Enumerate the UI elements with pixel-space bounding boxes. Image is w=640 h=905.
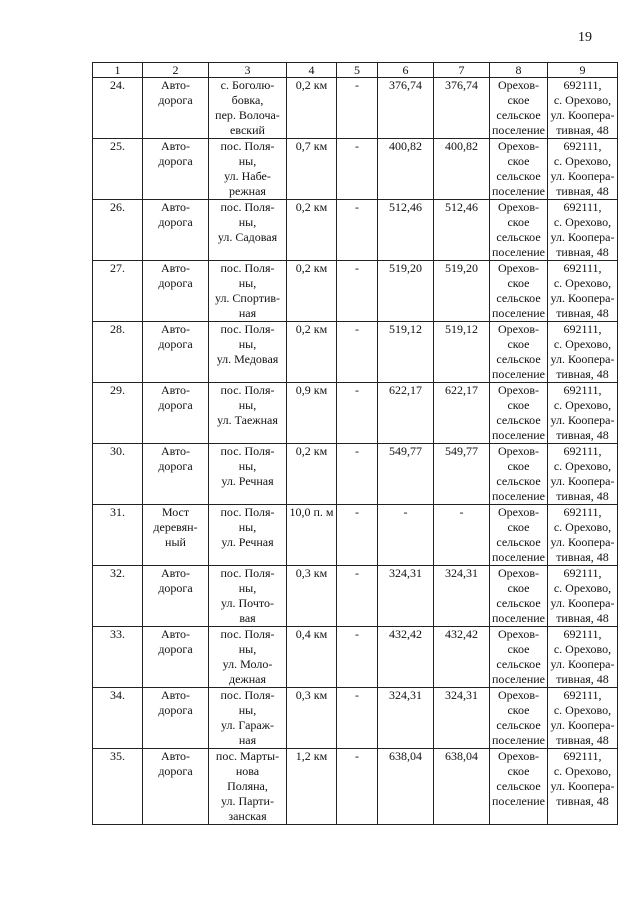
cell-col-7: 519,20 [434, 261, 490, 322]
cell-col-6: 519,20 [378, 261, 434, 322]
table-row [93, 749, 618, 825]
cell-owner-address-line: тивная, 48 [556, 489, 609, 503]
cell-owner-address-line: с. Орехово, [553, 581, 612, 595]
cell-col-6: - [378, 505, 434, 566]
cell-owner-line: поселение [491, 611, 545, 625]
cell-address-line: пос. Поля- [220, 505, 275, 519]
cell-address [209, 322, 287, 383]
cell-address-line: ул. Моло- [222, 657, 273, 671]
cell-row-number: 25. [93, 139, 143, 200]
cell-object-type-line: дорога [158, 337, 193, 351]
cell-col-7: 512,46 [434, 200, 490, 261]
cell-address-line: ул. Гараж- [220, 718, 275, 732]
cell-owner-address-line: с. Орехово, [553, 642, 612, 656]
cell-col-6: 638,04 [378, 749, 434, 825]
cell-col-6: 519,12 [378, 322, 434, 383]
cell-col-7: 549,77 [434, 444, 490, 505]
cell-owner-line: ское [507, 337, 530, 351]
cell-col-5: - [337, 322, 378, 383]
cell-object-type [143, 322, 209, 383]
header-col-8: 8 [490, 63, 548, 78]
cell-owner-line: сельское [496, 596, 541, 610]
cell-address-line: ул. Садовая [217, 230, 278, 244]
header-col-2: 2 [143, 63, 209, 78]
cell-owner-address-line: с. Орехово, [553, 337, 612, 351]
cell-owner-line: поселение [491, 489, 545, 503]
cell-object-type-line: дорога [158, 764, 193, 778]
cell-owner-line: ское [507, 520, 530, 534]
table-row [93, 627, 618, 688]
cell-address-line: Поляна, [227, 779, 268, 793]
cell-owner-line: ское [507, 764, 530, 778]
cell-owner-line: Орехов- [497, 139, 540, 153]
cell-length: 0,2 км [287, 78, 337, 139]
cell-col-7: 519,12 [434, 322, 490, 383]
cell-owner-address-line: тивная, 48 [556, 550, 609, 564]
cell-length: 1,2 км [287, 749, 337, 825]
cell-object-type-line: Авто- [160, 383, 191, 397]
cell-address-line: пос. Поля- [220, 322, 275, 336]
cell-address-line: ул. Набе- [224, 169, 271, 183]
cell-owner [490, 261, 548, 322]
cell-length: 0,2 км [287, 261, 337, 322]
cell-col-5: - [337, 383, 378, 444]
cell-owner-address [548, 444, 618, 505]
cell-object-type-line: Авто- [160, 139, 191, 153]
cell-object-type-line: дорога [158, 154, 193, 168]
cell-address [209, 505, 287, 566]
cell-owner [490, 78, 548, 139]
cell-row-number: 34. [93, 688, 143, 749]
cell-owner-address-line: 692111, [563, 322, 602, 336]
cell-owner-line: сельское [496, 413, 541, 427]
cell-col-5: - [337, 749, 378, 825]
cell-address-line: с. Боголю- [220, 78, 275, 92]
cell-owner-line: сельское [496, 352, 541, 366]
table-row [93, 505, 618, 566]
cell-object-type-line: Авто- [160, 200, 191, 214]
cell-owner [490, 322, 548, 383]
cell-owner-line: ское [507, 703, 530, 717]
cell-address [209, 566, 287, 627]
cell-col-5: - [337, 261, 378, 322]
cell-owner-address-line: ул. Коопера- [550, 230, 615, 244]
cell-length: 0,4 км [287, 627, 337, 688]
cell-object-type [143, 139, 209, 200]
cell-length: 0,3 км [287, 566, 337, 627]
cell-address-line: дежная [229, 672, 266, 686]
cell-address-line: ул. Таежная [217, 413, 278, 427]
cell-owner-address-line: тивная, 48 [556, 367, 609, 381]
cell-owner-line: ское [507, 93, 530, 107]
cell-address [209, 688, 287, 749]
cell-row-number: 33. [93, 627, 143, 688]
cell-address-line: евский [230, 123, 265, 137]
table-row [93, 261, 618, 322]
cell-owner-line: Орехов- [497, 261, 540, 275]
header-col-6: 6 [378, 63, 434, 78]
table-row [93, 566, 618, 627]
cell-col-6: 512,46 [378, 200, 434, 261]
cell-owner-address-line: с. Орехово, [553, 764, 612, 778]
cell-object-type-line: дорога [158, 398, 193, 412]
cell-address-line: ул. Спортив- [214, 291, 281, 305]
cell-owner-line: поселение [491, 245, 545, 259]
cell-owner-address-line: ул. Коопера- [550, 108, 615, 122]
cell-col-7: 622,17 [434, 383, 490, 444]
cell-object-type-line: дорога [158, 459, 193, 473]
cell-row-number: 35. [93, 749, 143, 825]
cell-owner-address-line: с. Орехово, [553, 520, 612, 534]
cell-address-line: ны, [238, 276, 257, 290]
cell-address-line: ная [238, 306, 257, 320]
cell-address-line: ул. Речная [221, 474, 274, 488]
cell-row-number: 24. [93, 78, 143, 139]
cell-length: 0,9 км [287, 383, 337, 444]
cell-col-7: 376,74 [434, 78, 490, 139]
cell-object-type-line: дорога [158, 703, 193, 717]
cell-owner-address-line: тивная, 48 [556, 306, 609, 320]
cell-owner-line: сельское [496, 291, 541, 305]
cell-length: 0,3 км [287, 688, 337, 749]
cell-object-type-line: дорога [158, 581, 193, 595]
cell-object-type-line: дорога [158, 642, 193, 656]
cell-owner-line: Орехов- [497, 749, 540, 763]
cell-row-number: 30. [93, 444, 143, 505]
cell-owner-line: ское [507, 154, 530, 168]
cell-owner-address [548, 261, 618, 322]
cell-col-6: 324,31 [378, 688, 434, 749]
cell-object-type [143, 688, 209, 749]
cell-owner-address-line: ул. Коопера- [550, 779, 615, 793]
cell-address [209, 444, 287, 505]
cell-address-line: бовка, [231, 93, 264, 107]
cell-owner-address-line: с. Орехово, [553, 215, 612, 229]
header-col-1: 1 [93, 63, 143, 78]
cell-address-line: ул. Речная [221, 535, 274, 549]
cell-owner-line: сельское [496, 657, 541, 671]
cell-owner-line: ское [507, 215, 530, 229]
cell-owner-address-line: 692111, [563, 505, 602, 519]
cell-owner-line: ское [507, 581, 530, 595]
cell-object-type [143, 200, 209, 261]
cell-object-type [143, 566, 209, 627]
cell-address-line: ул. Парти- [221, 794, 274, 808]
cell-owner-address-line: 692111, [563, 566, 602, 580]
cell-address-line: режная [229, 184, 266, 198]
cell-address-line: ул. Медовая [216, 352, 279, 366]
cell-address [209, 627, 287, 688]
header-col-7: 7 [434, 63, 490, 78]
cell-object-type-line: Авто- [160, 78, 191, 92]
cell-owner-address-line: тивная, 48 [556, 733, 609, 747]
cell-owner-address-line: с. Орехово, [553, 276, 612, 290]
cell-owner-address-line: с. Орехово, [553, 398, 612, 412]
cell-owner-address-line: 692111, [563, 627, 602, 641]
cell-object-type [143, 505, 209, 566]
cell-col-5: - [337, 688, 378, 749]
cell-row-number: 31. [93, 505, 143, 566]
cell-owner-address [548, 627, 618, 688]
cell-length: 0,2 км [287, 200, 337, 261]
cell-owner-address-line: тивная, 48 [556, 428, 609, 442]
cell-owner-address [548, 322, 618, 383]
cell-owner-address-line: 692111, [563, 444, 602, 458]
cell-object-type-line: Авто- [160, 627, 191, 641]
cell-owner-line: поселение [491, 123, 545, 137]
cell-col-6: 400,82 [378, 139, 434, 200]
cell-owner-line: сельское [496, 230, 541, 244]
cell-address-line: пос. Поля- [220, 627, 275, 641]
cell-row-number: 28. [93, 322, 143, 383]
cell-owner-address-line: с. Орехово, [553, 703, 612, 717]
cell-address-line: ул. Почто- [221, 596, 274, 610]
table-row [93, 200, 618, 261]
cell-col-5: - [337, 139, 378, 200]
cell-address-line: ны, [238, 215, 257, 229]
cell-object-type-line: дорога [158, 93, 193, 107]
table-row [93, 444, 618, 505]
cell-address-line: ны, [238, 581, 257, 595]
cell-address-line: занская [228, 809, 267, 823]
cell-owner-address-line: ул. Коопера- [550, 535, 615, 549]
table-row [93, 78, 618, 139]
cell-owner-line: сельское [496, 169, 541, 183]
cell-owner-address-line: ул. Коопера- [550, 596, 615, 610]
cell-col-5: - [337, 505, 378, 566]
cell-owner-address-line: 692111, [563, 688, 602, 702]
cell-owner [490, 566, 548, 627]
cell-object-type [143, 78, 209, 139]
cell-owner-address-line: с. Орехово, [553, 154, 612, 168]
cell-owner-line: ское [507, 276, 530, 290]
header-col-3: 3 [209, 63, 287, 78]
cell-owner-address-line: ул. Коопера- [550, 474, 615, 488]
table-row [93, 139, 618, 200]
cell-address-line: ны, [238, 398, 257, 412]
cell-owner-address [548, 749, 618, 825]
cell-owner-line: Орехов- [497, 322, 540, 336]
cell-owner-line: сельское [496, 535, 541, 549]
cell-length: 0,2 км [287, 322, 337, 383]
cell-col-5: - [337, 78, 378, 139]
cell-owner-address [548, 566, 618, 627]
cell-owner-address-line: тивная, 48 [556, 184, 609, 198]
cell-owner-line: поселение [491, 428, 545, 442]
cell-col-5: - [337, 627, 378, 688]
cell-owner-line: поселение [491, 550, 545, 564]
cell-object-type-line: Авто- [160, 261, 191, 275]
cell-owner-line: Орехов- [497, 566, 540, 580]
cell-owner [490, 627, 548, 688]
cell-address [209, 139, 287, 200]
cell-owner-line: ское [507, 398, 530, 412]
cell-owner-line: сельское [496, 718, 541, 732]
cell-address-line: пос. Поля- [220, 688, 275, 702]
table-row [93, 322, 618, 383]
cell-address-line: нова [235, 764, 260, 778]
cell-object-type-line: деревян- [153, 520, 198, 534]
cell-col-7: 432,42 [434, 627, 490, 688]
cell-address-line: пос. Поля- [220, 383, 275, 397]
cell-col-7: 400,82 [434, 139, 490, 200]
cell-owner-address-line: тивная, 48 [556, 672, 609, 686]
cell-object-type [143, 383, 209, 444]
cell-owner-address-line: ул. Коопера- [550, 413, 615, 427]
cell-col-6: 324,31 [378, 566, 434, 627]
cell-object-type-line: Мост [161, 505, 190, 519]
cell-owner-address-line: ул. Коопера- [550, 352, 615, 366]
cell-owner-address-line: тивная, 48 [556, 123, 609, 137]
cell-address-line: ны, [238, 459, 257, 473]
cell-object-type-line: ный [165, 535, 186, 549]
cell-row-number: 29. [93, 383, 143, 444]
cell-owner-line: Орехов- [497, 688, 540, 702]
cell-col-6: 622,17 [378, 383, 434, 444]
cell-address [209, 200, 287, 261]
property-register-table [92, 62, 618, 825]
cell-col-7: 324,31 [434, 688, 490, 749]
cell-address-line: пер. Волоча- [215, 108, 280, 122]
cell-col-5: - [337, 444, 378, 505]
cell-owner-line: Орехов- [497, 383, 540, 397]
cell-owner [490, 749, 548, 825]
cell-object-type-line: дорога [158, 215, 193, 229]
cell-owner-address [548, 505, 618, 566]
cell-owner-address-line: ул. Коопера- [550, 169, 615, 183]
cell-owner-line: сельское [496, 108, 541, 122]
cell-owner-line: поселение [491, 794, 545, 808]
cell-object-type-line: Авто- [160, 322, 191, 336]
cell-owner-line: ское [507, 459, 530, 473]
header-row [93, 63, 618, 78]
header-col-4: 4 [287, 63, 337, 78]
cell-owner-address [548, 688, 618, 749]
cell-object-type [143, 444, 209, 505]
table-row [93, 383, 618, 444]
cell-address-line: пос. Поля- [220, 200, 275, 214]
cell-owner-address [548, 78, 618, 139]
cell-owner-address-line: ул. Коопера- [550, 718, 615, 732]
cell-col-6: 432,42 [378, 627, 434, 688]
cell-owner-line: ское [507, 642, 530, 656]
cell-owner-line: поселение [491, 306, 545, 320]
cell-address-line: пос. Поля- [220, 139, 275, 153]
cell-owner-address-line: 692111, [563, 749, 602, 763]
cell-row-number: 27. [93, 261, 143, 322]
cell-length: 0,7 км [287, 139, 337, 200]
cell-address-line: ны, [238, 154, 257, 168]
cell-col-7: - [434, 505, 490, 566]
cell-owner-line: сельское [496, 779, 541, 793]
table-body [93, 78, 618, 825]
cell-address-line: пос. Поля- [220, 261, 275, 275]
cell-owner-address-line: тивная, 48 [556, 611, 609, 625]
cell-col-6: 549,77 [378, 444, 434, 505]
cell-owner [490, 200, 548, 261]
cell-owner-address-line: 692111, [563, 200, 602, 214]
cell-address-line: пос. Поля- [220, 566, 275, 580]
cell-address [209, 383, 287, 444]
cell-owner-line: Орехов- [497, 200, 540, 214]
cell-length: 10,0 п. м [287, 505, 337, 566]
cell-address [209, 78, 287, 139]
cell-owner-address-line: с. Орехово, [553, 93, 612, 107]
cell-owner-line: поселение [491, 672, 545, 686]
cell-owner-address-line: 692111, [563, 78, 602, 92]
cell-object-type [143, 627, 209, 688]
cell-col-7: 638,04 [434, 749, 490, 825]
cell-address-line: ны, [238, 520, 257, 534]
cell-object-type [143, 261, 209, 322]
cell-owner-line: Орехов- [497, 505, 540, 519]
cell-col-6: 376,74 [378, 78, 434, 139]
cell-owner-line: поселение [491, 733, 545, 747]
cell-owner-address-line: с. Орехово, [553, 459, 612, 473]
cell-object-type-line: Авто- [160, 749, 191, 763]
cell-object-type-line: Авто- [160, 688, 191, 702]
cell-owner-address [548, 139, 618, 200]
cell-owner-line: сельское [496, 474, 541, 488]
cell-owner-line: поселение [491, 184, 545, 198]
cell-row-number: 32. [93, 566, 143, 627]
cell-col-5: - [337, 566, 378, 627]
cell-col-5: - [337, 200, 378, 261]
header-col-5: 5 [337, 63, 378, 78]
cell-owner-address-line: 692111, [563, 261, 602, 275]
cell-address-line: ная [238, 733, 257, 747]
table-row [93, 688, 618, 749]
cell-owner-line: Орехов- [497, 627, 540, 641]
cell-owner-address-line: 692111, [563, 139, 602, 153]
header-col-9: 9 [548, 63, 618, 78]
cell-address-line: ны, [238, 337, 257, 351]
cell-row-number: 26. [93, 200, 143, 261]
cell-address [209, 261, 287, 322]
cell-address [209, 749, 287, 825]
cell-address-line: ны, [238, 642, 257, 656]
cell-object-type-line: Авто- [160, 566, 191, 580]
cell-owner-address-line: тивная, 48 [556, 794, 609, 808]
cell-owner-address-line: тивная, 48 [556, 245, 609, 259]
cell-object-type [143, 749, 209, 825]
cell-owner-address-line: ул. Коопера- [550, 291, 615, 305]
cell-owner [490, 383, 548, 444]
cell-owner-line: Орехов- [497, 444, 540, 458]
page-number: 19 [578, 30, 592, 45]
cell-owner-address [548, 383, 618, 444]
cell-owner-line: поселение [491, 367, 545, 381]
cell-owner-address-line: 692111, [563, 383, 602, 397]
cell-owner [490, 139, 548, 200]
cell-address-line: пос. Марты- [215, 749, 280, 763]
cell-owner-line: Орехов- [497, 78, 540, 92]
cell-owner-address [548, 200, 618, 261]
cell-owner-address-line: ул. Коопера- [550, 657, 615, 671]
cell-object-type-line: Авто- [160, 444, 191, 458]
cell-length: 0,2 км [287, 444, 337, 505]
cell-address-line: ны, [238, 703, 257, 717]
cell-object-type-line: дорога [158, 276, 193, 290]
cell-owner [490, 505, 548, 566]
cell-owner [490, 688, 548, 749]
cell-address-line: пос. Поля- [220, 444, 275, 458]
cell-owner [490, 444, 548, 505]
cell-col-7: 324,31 [434, 566, 490, 627]
cell-address-line: вая [239, 611, 256, 625]
